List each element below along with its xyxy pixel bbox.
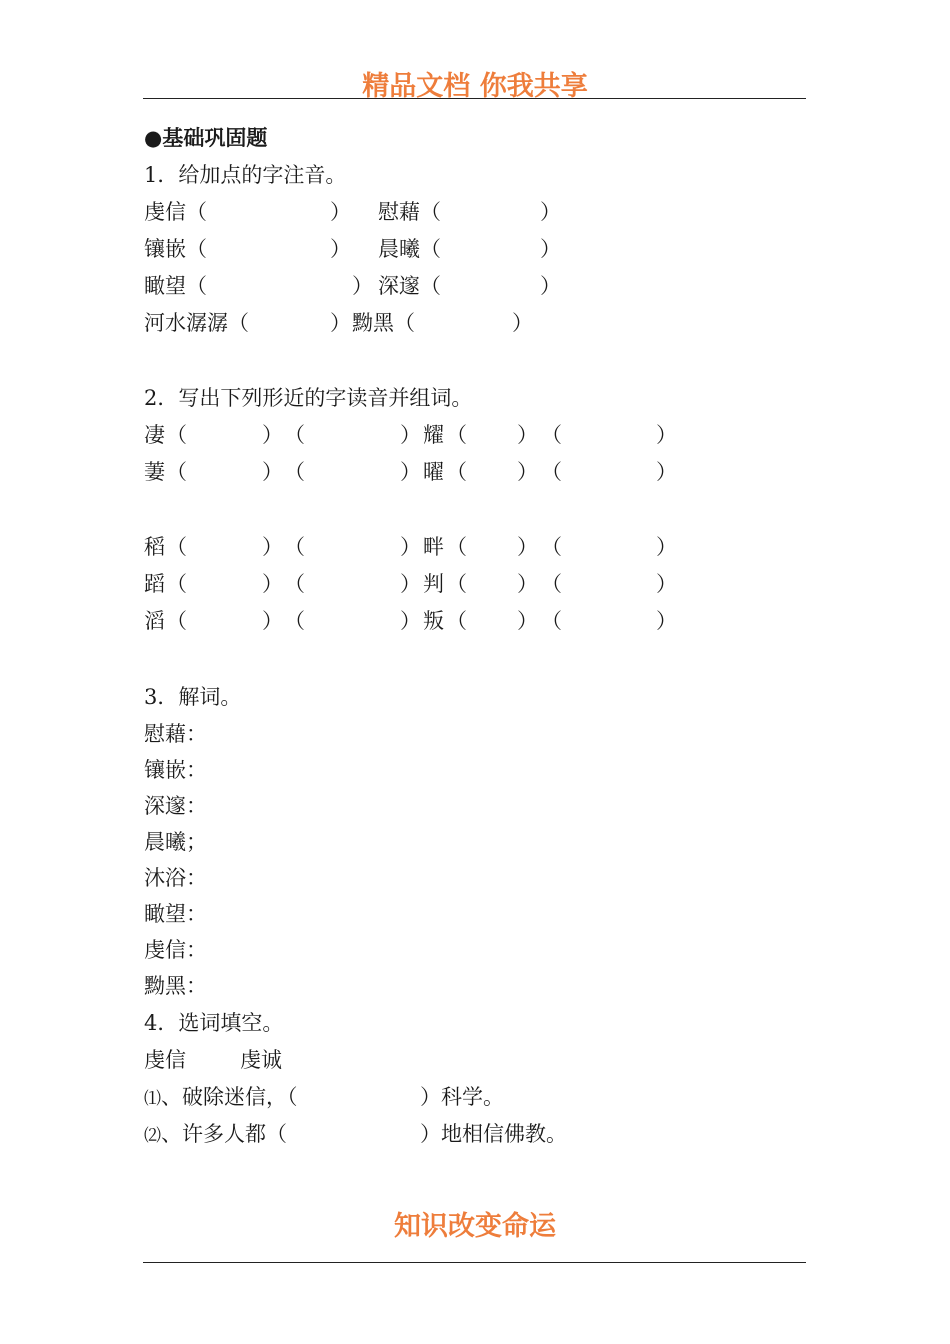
q2-close-l5b: ） <box>400 609 421 633</box>
q2-char-r3: 畔 <box>423 535 444 559</box>
q3-item: 沐浴： <box>144 866 207 890</box>
q2-open-r2a: （ <box>446 460 467 484</box>
q1-close-2: ） <box>540 200 561 224</box>
q2-close-r4a: ） <box>517 572 538 596</box>
q1-item-4: 晨曦（ <box>378 237 441 261</box>
q2-close-l4a: ） <box>262 572 283 596</box>
q2-char-r5: 叛 <box>423 609 444 633</box>
q2-close-r4b: ） <box>656 572 677 596</box>
q3-item: 镶嵌： <box>144 758 207 782</box>
q4-s1-pre: 、破除迷信，（ <box>161 1085 298 1109</box>
q1-title: 1．给加点的字注音。 <box>144 163 347 187</box>
q3-item: 黝黑： <box>144 974 207 998</box>
q1-item-5: 瞰望（ <box>144 274 207 298</box>
q2-open-r3b: （ <box>541 535 562 559</box>
q2-open-r1a: （ <box>446 423 467 447</box>
q2-char-l2: 萋 <box>144 460 165 484</box>
q2-char-r2: 曜 <box>423 460 444 484</box>
q2-open-l1a: （ <box>166 423 187 447</box>
q2-close-l4b: ） <box>400 572 421 596</box>
header-title: 精品文档 你我共享 <box>362 71 588 102</box>
q4-sentence-2 <box>144 1121 287 1149</box>
q2-char-l4: 蹈 <box>144 572 165 596</box>
q4-sentence-1 <box>144 1084 298 1112</box>
q1-close-5: ） <box>352 274 373 298</box>
q2-char-r1: 耀 <box>423 423 444 447</box>
q2-open-r3a: （ <box>446 535 467 559</box>
q1-close-7: ） <box>330 311 351 335</box>
q3-item: 晨曦； <box>144 830 207 854</box>
q1-item-7: 河水潺潺（ <box>144 311 249 335</box>
q1-close-6: ） <box>540 274 561 298</box>
q2-open-l3a: （ <box>166 535 187 559</box>
q2-open-r5b: （ <box>541 609 562 633</box>
q2-close-r5b: ） <box>656 609 677 633</box>
q2-open-l3b: （ <box>284 535 305 559</box>
q4-word-1: 虔信 <box>144 1048 186 1072</box>
q2-open-l5a: （ <box>166 609 187 633</box>
q1-item-3: 镶嵌（ <box>144 237 207 261</box>
q3-item: 深邃： <box>144 794 207 818</box>
q2-close-l2a: ） <box>262 460 283 484</box>
q4-title: 4．选词填空。 <box>144 1011 284 1035</box>
q2-close-r2b: ） <box>656 460 677 484</box>
section-title: ●基础巩固题 <box>144 126 268 150</box>
q2-close-r3b: ） <box>656 535 677 559</box>
footer-text: 知识改变命运 <box>394 1211 556 1242</box>
q4-s2-pre: 、许多人都（ <box>161 1122 287 1146</box>
q2-close-r5a: ） <box>517 609 538 633</box>
q2-char-r4: 判 <box>423 572 444 596</box>
q2-close-l2b: ） <box>400 460 421 484</box>
q2-close-r1a: ） <box>517 423 538 447</box>
q3-title: 3．解词。 <box>144 685 242 709</box>
q3-item: 虔信： <box>144 938 207 962</box>
q2-open-l4a: （ <box>166 572 187 596</box>
q1-item-6: 深邃（ <box>378 274 441 298</box>
q2-open-l1b: （ <box>284 423 305 447</box>
q2-char-l5: 滔 <box>144 609 165 633</box>
q2-char-l1: 凄 <box>144 423 165 447</box>
q2-open-r4a: （ <box>446 572 467 596</box>
q2-close-l1a: ） <box>262 423 283 447</box>
q2-open-r1b: （ <box>541 423 562 447</box>
q1-close-4: ） <box>540 237 561 261</box>
q2-open-r2b: （ <box>541 460 562 484</box>
q1-item-1: 虔信（ <box>144 200 207 224</box>
q2-open-l4b: （ <box>284 572 305 596</box>
q2-close-l1b: ） <box>400 423 421 447</box>
q2-close-r3a: ） <box>517 535 538 559</box>
q2-open-l2a: （ <box>166 460 187 484</box>
q2-title: 2．写出下列形近的字读音并组词。 <box>144 386 473 410</box>
q2-open-r5a: （ <box>446 609 467 633</box>
q1-close-8: ） <box>512 311 533 335</box>
q4-s1-number: ⑴ <box>144 1089 161 1109</box>
q4-s2-post: ）地相信佛教。 <box>420 1122 567 1146</box>
q2-close-r1b: ） <box>656 423 677 447</box>
q2-close-l5a: ） <box>262 609 283 633</box>
q2-open-r4b: （ <box>541 572 562 596</box>
q2-open-l2b: （ <box>284 460 305 484</box>
q3-item: 慰藉： <box>144 722 207 746</box>
q2-close-r2a: ） <box>517 460 538 484</box>
q1-item-8: 黝黑（ <box>352 311 415 335</box>
q2-char-l3: 稻 <box>144 535 165 559</box>
q4-s1-post: ）科学。 <box>420 1085 504 1109</box>
q3-item: 瞰望： <box>144 902 207 926</box>
q1-item-2: 慰藉（ <box>378 200 441 224</box>
q1-close-1: ） <box>330 200 351 224</box>
q2-close-l3b: ） <box>400 535 421 559</box>
q4-word-2: 虔诚 <box>240 1048 282 1072</box>
footer-rule <box>143 1262 806 1263</box>
header-rule <box>143 98 806 99</box>
q4-s2-number: ⑵ <box>144 1126 161 1146</box>
q2-open-l5b: （ <box>284 609 305 633</box>
q1-close-3: ） <box>330 237 351 261</box>
q2-close-l3a: ） <box>262 535 283 559</box>
